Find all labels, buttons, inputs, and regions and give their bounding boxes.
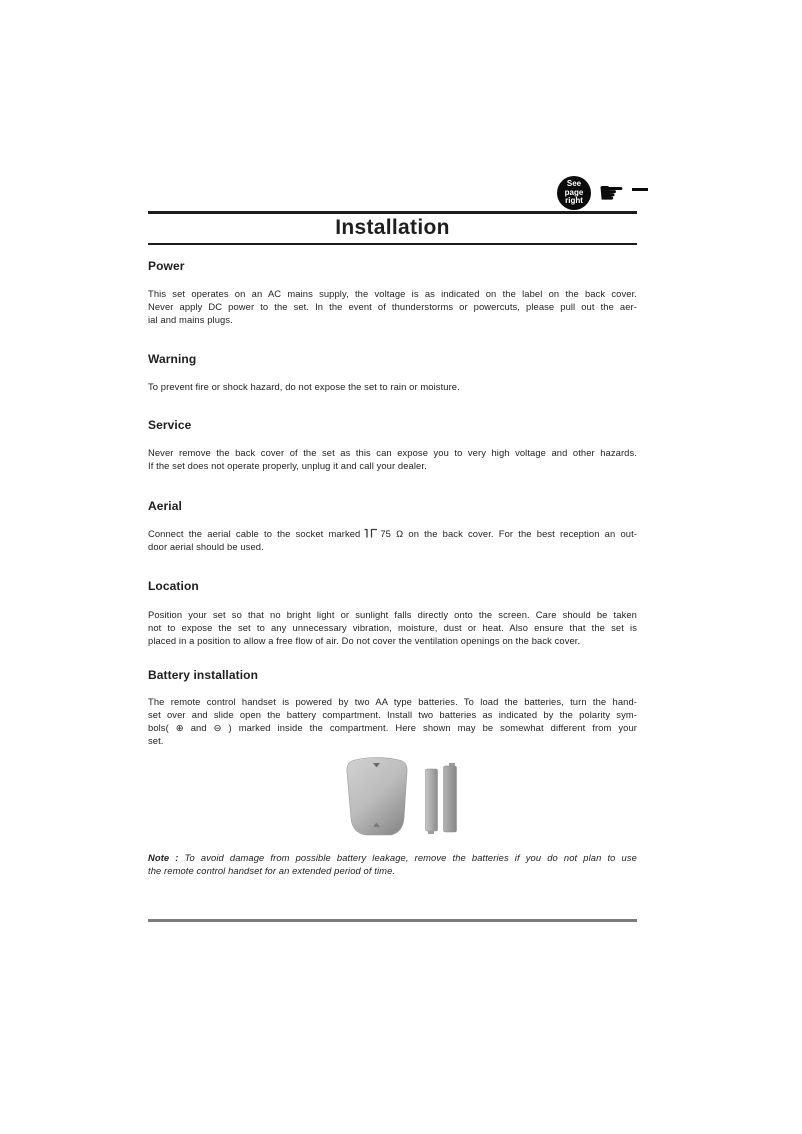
title-underline-rule — [148, 243, 637, 245]
battery-illustration — [330, 750, 490, 845]
badge-line: See — [566, 179, 582, 189]
warning-paragraph — [148, 380, 637, 393]
paragraph-line: placed in a position to allow a free flow of air. Do not cover the ventilation openings on the back cover. — [148, 635, 581, 646]
section-heading-service: Service — [148, 418, 192, 432]
aerial-paragraph — [148, 527, 637, 553]
pointing-hand-icon — [598, 176, 650, 213]
badge-line: right — [565, 196, 583, 206]
remote-back-shape — [347, 758, 407, 836]
paragraph-line: This set operates on an AC mains supply, the voltage is as indicated on the label on the back cover. — [148, 288, 637, 299]
paragraph-line: set over and slide open the battery compartment. Install two batteries as indicated by the polarity sym- — [148, 709, 637, 720]
bottom-rule — [148, 919, 637, 922]
aerial-socket-icon — [364, 528, 377, 538]
motion-dash — [632, 188, 648, 191]
paragraph-line: the remote control handset for an extended period of time. — [148, 865, 396, 876]
paragraph-line: The remote control handset is powered by two AA type batteries. To load the batteries, turn the hand- — [148, 696, 637, 707]
location-paragraph — [148, 608, 637, 647]
paragraph-line: door aerial should be used. — [148, 541, 264, 552]
paragraph-line: bols( ⊕ and ⊖ ) marked inside the compartment. Here shown may be somewhat different from your — [148, 722, 637, 733]
top-rule — [148, 211, 637, 214]
paragraph-line: Never apply DC power to the set. In the event of thunderstorms or powercuts, please pull out the aer- — [148, 301, 637, 312]
paragraph-line — [148, 851, 637, 864]
aerial-line1-before: Connect the aerial cable to the socket marked — [148, 528, 361, 539]
note-paragraph — [148, 851, 637, 877]
power-paragraph — [148, 287, 637, 326]
paragraph-line: ial and mains plugs. — [148, 314, 233, 325]
paragraph-line: Position your set so that no bright light or sunlight falls directly onto the screen. Care should be taken — [148, 609, 637, 620]
section-heading-battery: Battery installation — [148, 668, 259, 682]
battery-1-shape — [426, 769, 438, 834]
paragraph-line: If the set does not operate properly, unplug it and call your dealer. — [148, 460, 427, 471]
service-paragraph — [148, 446, 637, 472]
badge-line: page — [564, 187, 584, 197]
battery-2-shape — [444, 763, 457, 832]
section-heading-power: Power — [148, 259, 185, 273]
section-heading-aerial: Aerial — [148, 499, 182, 513]
paragraph-line: To prevent fire or shock hazard, do not expose the set to rain or moisture. — [148, 381, 460, 392]
page-title: Installation — [335, 216, 450, 239]
paragraph-line: Never remove the back cover of the set as this can expose you to very high voltage and other hazards. — [148, 447, 637, 458]
battery-paragraph — [148, 695, 637, 747]
aerial-line1-after: 75 Ω on the back cover. For the best reception an out- — [380, 528, 637, 539]
paragraph-line: set. — [148, 735, 164, 746]
hand-glyph: ☛ — [598, 176, 625, 211]
paragraph-line — [148, 527, 637, 540]
note-line1: To avoid damage from possible battery leakage, remove the batteries if you do not plan to use — [184, 852, 637, 863]
section-heading-warning: Warning — [148, 352, 197, 366]
note-label: Note : — [148, 852, 179, 863]
section-heading-location: Location — [148, 579, 199, 593]
see-page-badge — [557, 176, 591, 210]
paragraph-line: not to expose the set to any unnecessary vibration, moisture, dust or heat. Also ensure that the set is — [148, 622, 637, 633]
